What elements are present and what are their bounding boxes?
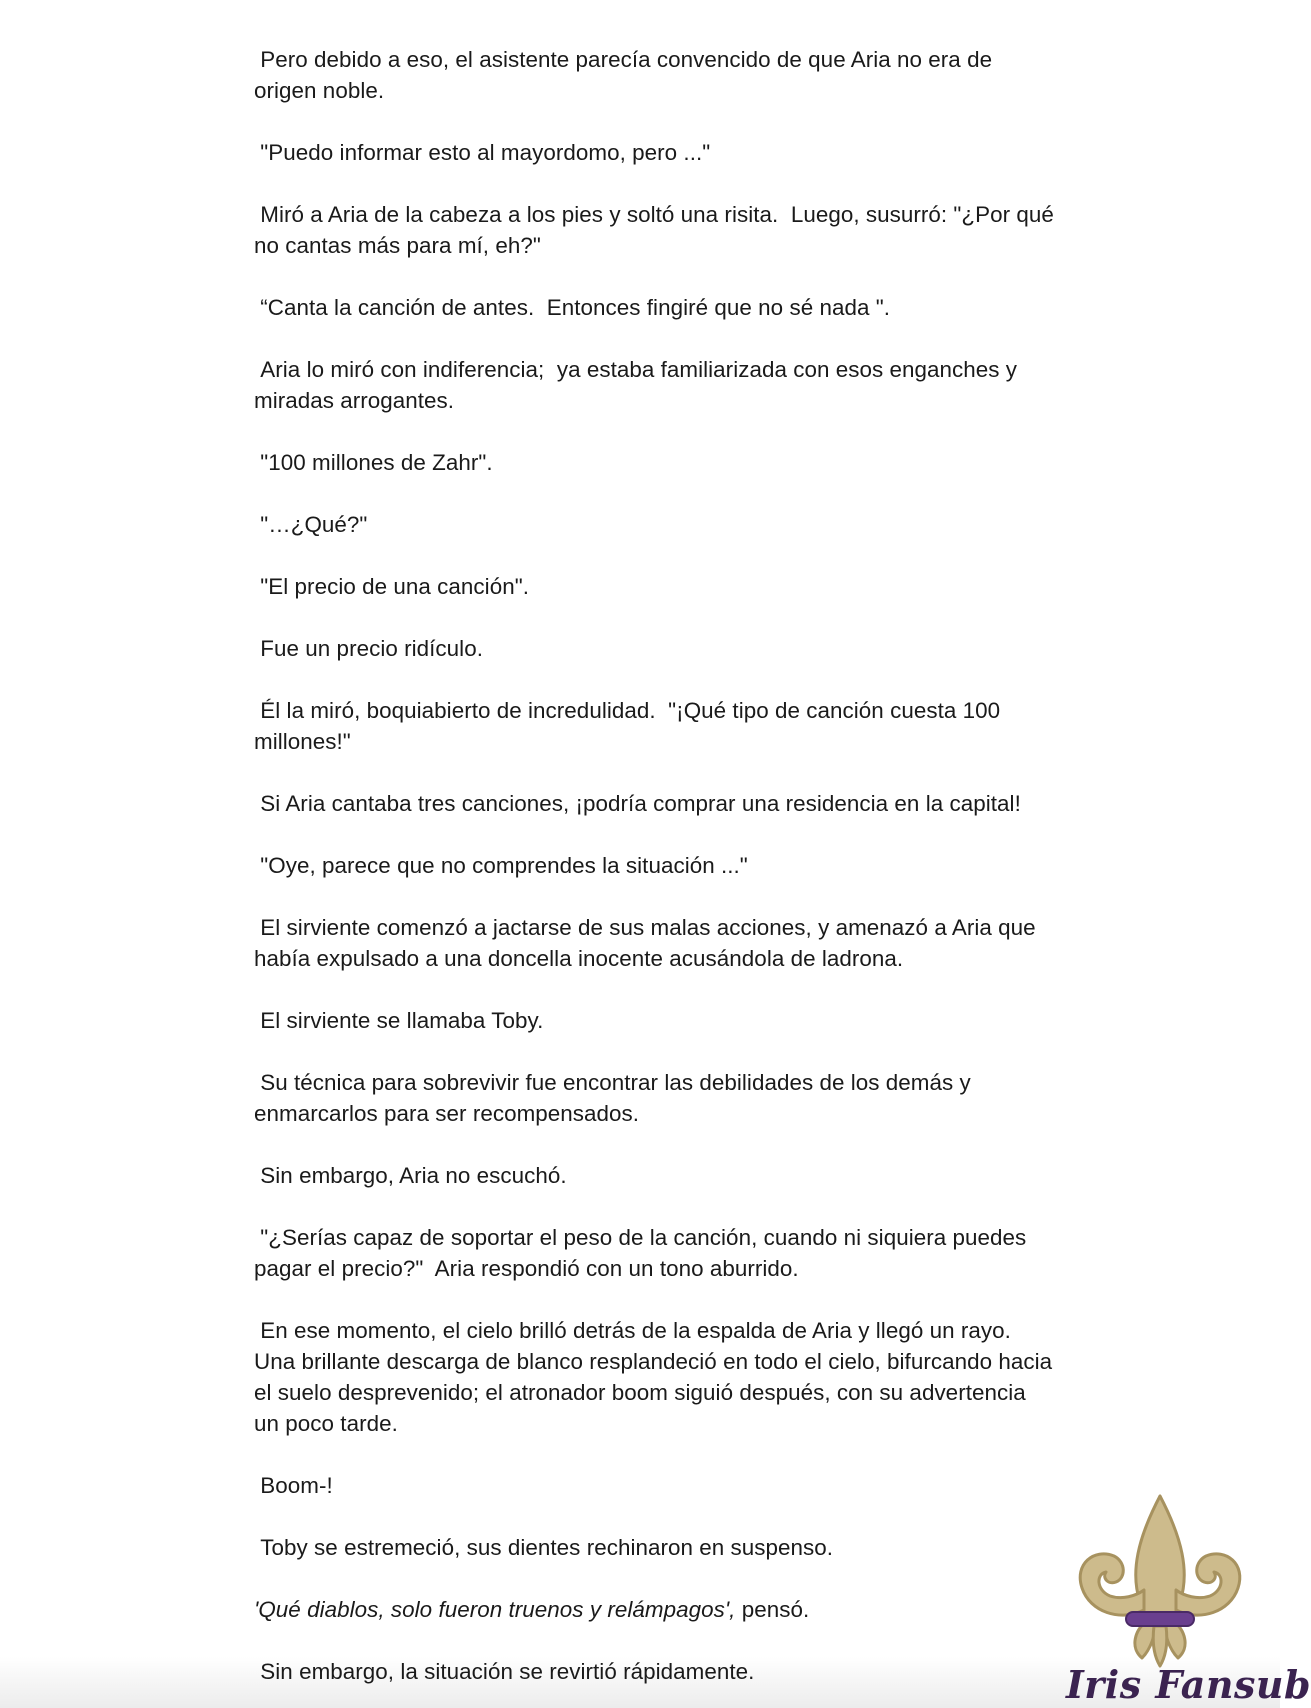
paragraph-16 <box>254 1160 1054 1191</box>
paragraph-13 <box>254 912 1054 974</box>
paragraph-8 <box>254 571 1054 602</box>
italic-thought: 'Qué diablos, solo fueron truenos y relámpagos', <box>254 1597 736 1622</box>
paragraph-14 <box>254 1005 1054 1036</box>
watermark-text: Iris Fansub <box>1066 1662 1311 1707</box>
paragraph-text: "…¿Qué?" <box>254 512 368 537</box>
paragraph-text: Si Aria cantaba tres canciones, ¡podría comprar una residencia en la capital! <box>254 791 1021 816</box>
paragraph-text: Fue un precio ridículo. <box>254 636 483 661</box>
paragraph-text: Toby se estremeció, sus dientes rechinaron en suspenso. <box>254 1535 834 1560</box>
document-body <box>254 44 1061 1687</box>
paragraph-text: "100 millones de Zahr". <box>254 450 493 475</box>
paragraph-text: Boom-! <box>254 1473 333 1498</box>
paragraph-11 <box>254 788 1054 819</box>
paragraph-17 <box>254 1222 1054 1284</box>
paragraph-text: Sin embargo, la situación se revirtió rápidamente. <box>254 1659 755 1684</box>
paragraph-4 <box>254 292 1054 323</box>
paragraph-text: Aria lo miró con indiferencia; ya estaba familiarizada con esos enganches y miradas arrogantes. <box>254 357 1024 413</box>
paragraph-text: El sirviente se llamaba Toby. <box>254 1008 544 1033</box>
paragraph-text: Pero debido a eso, el asistente parecía convencido de que Aria no era de origen noble. <box>254 47 999 103</box>
paragraph-text: En ese momento, el cielo brilló detrás de la espalda de Aria y llegó un rayo. Una brillante descarga de blanco resplandeció en todo el cielo, bifurcando hacia el suelo desprevenido; el atronador boom siguió después, con su advertencia un poco tarde. <box>254 1318 1059 1436</box>
paragraph-15 <box>254 1067 1054 1129</box>
paragraph-text: "El precio de una canción". <box>254 574 529 599</box>
paragraph-text: "Oye, parece que no comprendes la situación ..." <box>254 853 748 878</box>
paragraph-text: Su técnica para sobrevivir fue encontrar las debilidades de los demás y enmarcarlos para ser recompensados. <box>254 1070 978 1126</box>
paragraph-text: Él la miró, boquiabierto de incredulidad. "¡Qué tipo de canción cuesta 100 millones!" <box>254 698 1007 754</box>
paragraph-12 <box>254 850 1054 881</box>
paragraph-19 <box>254 1470 1054 1501</box>
paragraph-3 <box>254 199 1061 261</box>
paragraph-text: Miró a Aria de la cabeza a los pies y soltó una risita. Luego, susurró: "¿Por qué no cantas más para mí, eh?" <box>254 202 1061 258</box>
paragraph-text: "¿Serías capaz de soportar el peso de la canción, cuando ni siquiera puedes pagar el precio?" Aria respondió con un tono aburrido. <box>254 1225 1033 1281</box>
paragraph-text: "Puedo informar esto al mayordomo, pero ..." <box>254 140 711 165</box>
paragraph-18 <box>254 1315 1059 1439</box>
paragraph-2 <box>254 137 1054 168</box>
paragraph-text: El sirviente comenzó a jactarse de sus malas acciones, y amenazó a Aria que había expulsado a una doncella inocente acusándola de ladrona. <box>254 915 1042 971</box>
paragraph-22 <box>254 1656 1054 1687</box>
paragraph-6 <box>254 447 1054 478</box>
paragraph-text: “Canta la canción de antes. Entonces fingiré que no sé nada ". <box>254 295 891 320</box>
paragraph-1 <box>254 44 1054 106</box>
paragraph-7 <box>254 509 1054 540</box>
paragraph-text: Sin embargo, Aria no escuchó. <box>254 1163 567 1188</box>
paragraph-9 <box>254 633 1054 664</box>
paragraph-5 <box>254 354 1054 416</box>
paragraph-20 <box>254 1532 1054 1563</box>
paragraph-21 <box>254 1594 1054 1625</box>
paragraph-10 <box>254 695 1054 757</box>
paragraph-text: pensó. <box>735 1597 810 1622</box>
